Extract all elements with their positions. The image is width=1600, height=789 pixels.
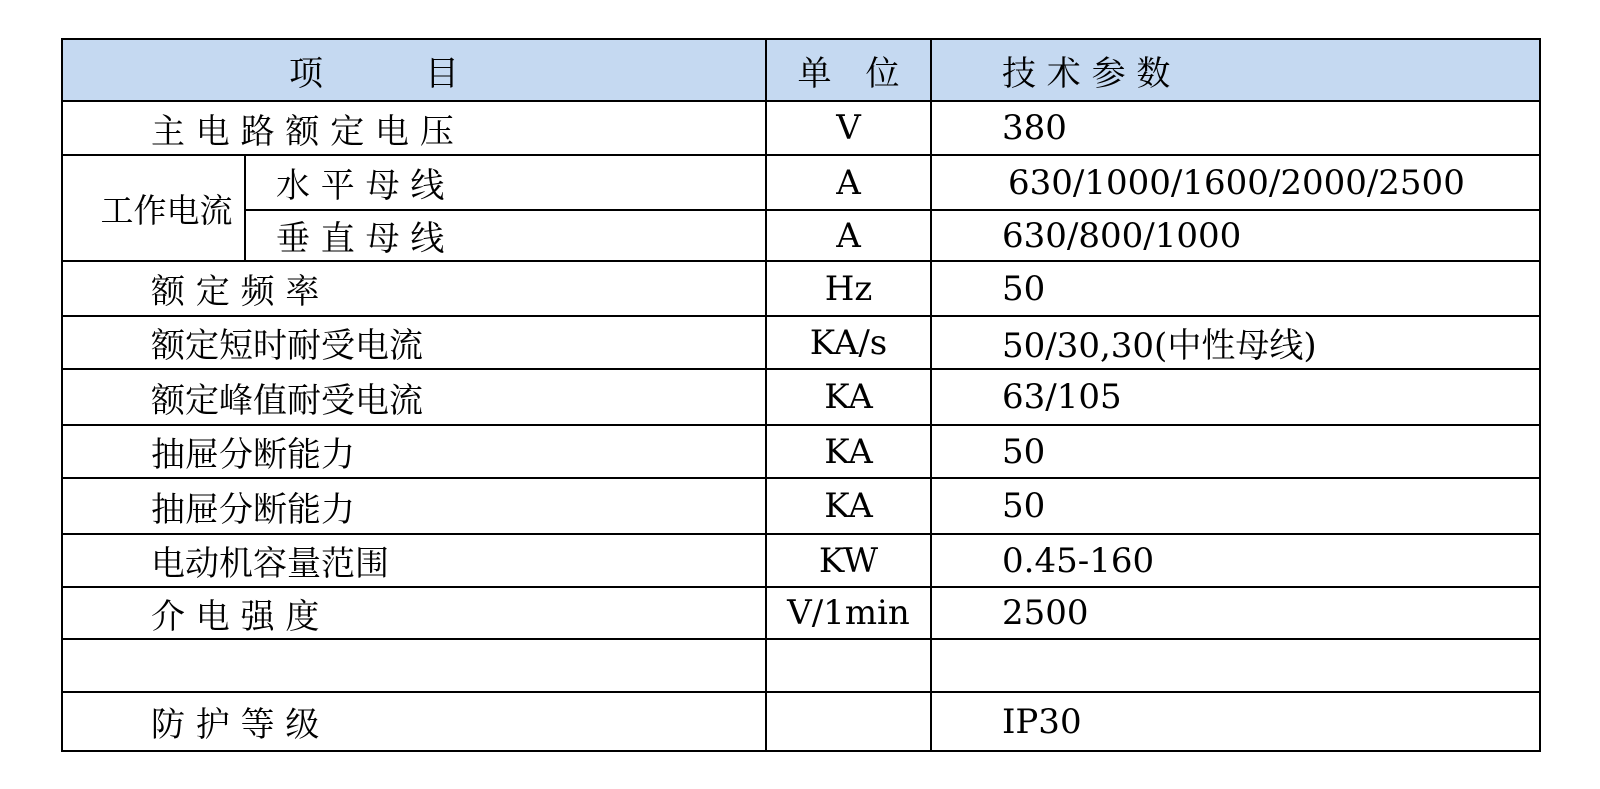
item-cell: 介 电 强 度 (62, 587, 766, 639)
header-row (62, 39, 1540, 101)
header-item: 项 目 (62, 39, 766, 101)
value-cell: 630/1000/1600/2000/2500 (931, 155, 1540, 210)
item-cell: 额定峰值耐受电流 (62, 369, 766, 425)
unit-cell: KA/s (766, 316, 931, 369)
unit-cell: V/1min (766, 587, 931, 639)
item-cell: 垂 直 母 线 (245, 210, 766, 261)
table-row (62, 692, 1540, 751)
value-cell: 50 (931, 478, 1540, 534)
table-row (62, 425, 1540, 478)
value-cell (931, 639, 1540, 692)
unit-cell: KW (766, 534, 931, 587)
value-cell: 2500 (931, 587, 1540, 639)
value-cell: 630/800/1000 (931, 210, 1540, 261)
unit-cell (766, 639, 931, 692)
unit-cell: KA (766, 425, 931, 478)
table-row (62, 261, 1540, 316)
table-row (62, 369, 1540, 425)
table-row (62, 316, 1540, 369)
item-cell (62, 639, 766, 692)
value-cell: 50/30,30(中性母线) (931, 316, 1540, 369)
header-param: 技 术 参 数 (931, 39, 1540, 101)
value-cell: 0.45-160 (931, 534, 1540, 587)
unit-cell: Hz (766, 261, 931, 316)
value-cell: 380 (931, 101, 1540, 155)
unit-cell: KA (766, 369, 931, 425)
value-cell: 63/105 (931, 369, 1540, 425)
value-cell: 50 (931, 261, 1540, 316)
unit-cell: V (766, 101, 931, 155)
group-cell: 工作电流 (62, 155, 245, 261)
item-cell: 主 电 路 额 定 电 压 (62, 101, 766, 155)
table-row (62, 534, 1540, 587)
table-row (62, 155, 1540, 210)
value-cell: IP30 (931, 692, 1540, 751)
item-cell: 防 护 等 级 (62, 692, 766, 751)
item-cell: 抽屉分断能力 (62, 425, 766, 478)
value-cell: 50 (931, 425, 1540, 478)
item-cell: 额定短时耐受电流 (62, 316, 766, 369)
table-row (62, 478, 1540, 534)
item-cell: 电动机容量范围 (62, 534, 766, 587)
item-cell: 水 平 母 线 (245, 155, 766, 210)
item-cell: 抽屉分断能力 (62, 478, 766, 534)
unit-cell: KA (766, 478, 931, 534)
unit-cell: A (766, 210, 931, 261)
table-row (62, 210, 1540, 261)
item-cell: 额 定 频 率 (62, 261, 766, 316)
table-row (62, 101, 1540, 155)
unit-cell (766, 692, 931, 751)
unit-cell: A (766, 155, 931, 210)
spec-table (61, 38, 1541, 752)
table-row (62, 587, 1540, 639)
header-unit: 单 位 (766, 39, 931, 101)
table-row (62, 639, 1540, 692)
